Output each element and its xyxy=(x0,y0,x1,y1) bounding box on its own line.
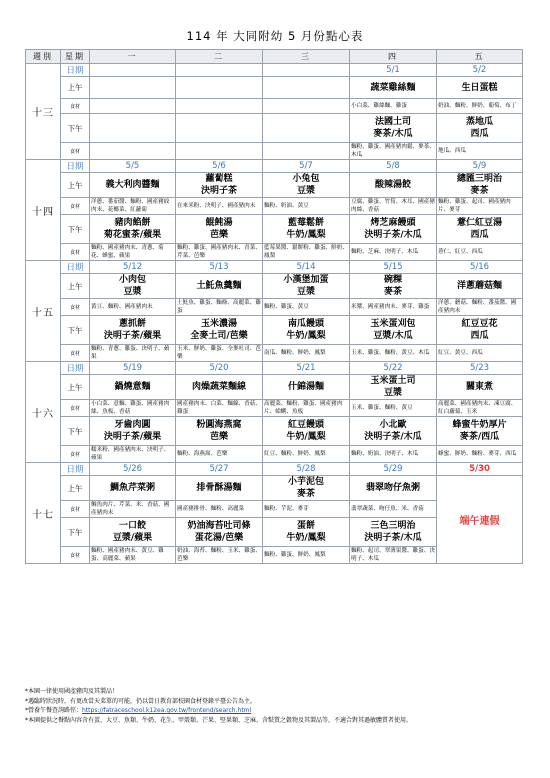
row-label: 食材 xyxy=(61,400,90,417)
date-row xyxy=(26,160,523,173)
afternoon-snack xyxy=(90,114,176,143)
date-cell xyxy=(90,64,176,77)
row-label: 上午 xyxy=(61,274,90,299)
afternoon-snack: 紅豆饅頭 牛奶/鳳梨 xyxy=(263,417,350,446)
morning-snack: 翡翠吻仔魚粥 xyxy=(350,476,437,501)
ingredients xyxy=(90,99,176,114)
date-cell: 5/5 xyxy=(90,160,176,173)
date-cell: 5/7 xyxy=(263,160,350,173)
afternoon-snack: 豬肉餡餅 菊花蜜茶/蘋果 xyxy=(90,215,176,244)
date-cell: 5/6 xyxy=(176,160,263,173)
afternoon-snack: 玉米濃湯 全麥土司/芭樂 xyxy=(176,316,263,345)
row-label: 下午 xyxy=(61,417,90,446)
header-day: 二 xyxy=(176,50,263,64)
header-weekday: 星期 xyxy=(61,50,90,64)
morning-snack: 碗粿 麥茶 xyxy=(350,274,437,299)
afternoon-ingredients-row xyxy=(26,143,523,160)
row-label: 上午 xyxy=(61,375,90,400)
afternoon-snack: 蛋餅 牛奶/鳳梨 xyxy=(263,518,350,547)
row-label: 上午 xyxy=(61,173,90,198)
ingredients: 國產豬肉末、白菜、麵線、香菇、雞蛋 xyxy=(177,401,261,415)
morning-snack: 義大利肉醬麵 xyxy=(90,173,176,198)
ingredients: 洋蔥、番茄醬、麵粉、國產豬絞肉末、花椰菜、紅蘿蔔 xyxy=(90,198,176,215)
ingredients: 糯米粉、國產豬肉末、決明子、蘋果 xyxy=(90,446,176,463)
afternoon-ingredients-row xyxy=(26,345,523,362)
afternoon-snack: 一口餃 豆漿/蘋果 xyxy=(90,518,176,547)
afternoon-snack: 玉米蛋刈包 豆漿/木瓜 xyxy=(350,316,437,345)
afternoon-snack: 奶油海苔吐司條 蛋花湯/芭樂 xyxy=(176,518,263,547)
morning-snack: 小漢堡加蛋 豆漿 xyxy=(263,274,350,299)
ingredients: 麵粉、雞蛋、國產豬肉鬆、麥茶、木瓜 xyxy=(351,144,435,158)
row-label: 食材 xyxy=(61,299,90,316)
row-label: 食材 xyxy=(61,143,90,160)
ingredients: 薏仁、紅豆、西瓜 xyxy=(437,244,523,261)
row-label: 下午 xyxy=(61,215,90,244)
afternoon-snack: 藍莓鬆餅 牛奶/鳳梨 xyxy=(263,215,350,244)
afternoon-snack-row xyxy=(26,215,523,244)
ingredients: 地瓜、西瓜 xyxy=(437,143,523,160)
ingredients: 麵粉、奶油、決明子、木瓜 xyxy=(350,446,437,463)
ingredients: 豆腐、雞蛋、竹筍、木耳、國產豬肉絲、香菇 xyxy=(351,199,435,213)
notes xyxy=(25,687,530,725)
morning-snack xyxy=(90,77,176,99)
week-number: 十三 xyxy=(26,64,61,160)
morning-snack-row xyxy=(26,274,523,299)
ingredients: 玉米、鮮奶、雞蛋、全麥吐司、芭樂 xyxy=(177,346,261,360)
date-row xyxy=(26,463,523,476)
date-cell: 5/22 xyxy=(350,362,437,375)
date-cell: 5/9 xyxy=(437,160,523,173)
row-label: 下午 xyxy=(61,316,90,345)
date-cell: 5/8 xyxy=(350,160,437,173)
afternoon-snack: 三色三明治 決明子茶/木瓜 xyxy=(350,518,437,547)
header-day: 四 xyxy=(350,50,437,64)
ingredients: 米漿、國產豬肉末、麥芽、雞蛋 xyxy=(350,299,437,316)
header-day: 三 xyxy=(263,50,350,64)
row-label: 日期 xyxy=(61,362,90,375)
week-number: 十五 xyxy=(26,261,61,362)
ingredients xyxy=(176,143,263,160)
row-label: 上午 xyxy=(61,476,90,501)
note-pork: *本園一律使用國產豬肉及其製品！ xyxy=(25,688,119,695)
row-label: 食材 xyxy=(61,198,90,215)
afternoon-snack: 蒸地瓜 西瓜 xyxy=(437,114,523,143)
morning-snack: 小肉包 豆漿 xyxy=(90,274,176,299)
row-label: 日期 xyxy=(61,463,90,476)
morning-snack-row xyxy=(26,476,523,501)
ingredients: 紅豆、麵粉、鮮奶、鳳梨 xyxy=(263,446,350,463)
afternoon-snack: 小北歐 決明子茶/木瓜 xyxy=(350,417,437,446)
header-day: 一 xyxy=(90,50,176,64)
header-day: 五 xyxy=(437,50,523,64)
date-cell: 5/15 xyxy=(350,261,437,274)
row-label: 上午 xyxy=(61,77,90,99)
date-cell: 5/23 xyxy=(437,362,523,375)
morning-snack: 排骨酥湯麵 xyxy=(176,476,263,501)
afternoon-snack: 牙齒肉圓 決明子茶/蘋果 xyxy=(90,417,176,446)
morning-ingredients-row xyxy=(26,198,523,215)
date-cell: 5/12 xyxy=(90,261,176,274)
morning-snack: 什錦湯麵 xyxy=(263,375,350,400)
ingredients: 藍莓果醬、鬆餅粉、雞蛋、鮮奶、鳳梨 xyxy=(264,245,348,259)
morning-snack: 酸辣湯餃 xyxy=(350,173,437,198)
row-label: 下午 xyxy=(61,114,90,143)
morning-snack: 玉米蛋土司 豆漿 xyxy=(350,375,437,400)
date-cell: 5/1 xyxy=(350,64,437,77)
afternoon-snack: 烤芝麻饅頭 決明子茶/木瓜 xyxy=(350,215,437,244)
afternoon-snack: 粉圓海燕窩 芭樂 xyxy=(176,417,263,446)
note-lookup-label: *營養午餐查詢路徑： xyxy=(25,707,83,714)
header-week: 週別 xyxy=(26,50,61,64)
holiday-notice: 端午連假 xyxy=(437,476,523,564)
afternoon-snack xyxy=(263,114,350,143)
date-cell xyxy=(176,64,263,77)
ingredients: 奶油、海苔、麵粉、玉米、雞蛋、芭樂 xyxy=(177,548,261,562)
note-allergen: *本園提供之餐點內容含有蛋、大豆、魚類、牛奶、花生、甲殼類、芒果、堅果類、芝麻、含麩質之穀物及其製品等，不適合對其過敏體質者使用。 xyxy=(25,716,413,724)
date-cell: 5/20 xyxy=(176,362,263,375)
morning-snack-row xyxy=(26,375,523,400)
morning-snack: 小芋泥包 麥茶 xyxy=(263,476,350,501)
row-label: 食材 xyxy=(61,345,90,362)
ingredients: 麵粉、芋泥、麥芽 xyxy=(263,501,350,518)
afternoon-snack: 薏仁紅豆湯 西瓜 xyxy=(437,215,523,244)
ingredients: 高麗菜、國產豬肉末、凍豆腐、紅白蘿蔔、玉米 xyxy=(437,400,523,417)
date-cell: 5/2 xyxy=(437,64,523,77)
morning-snack: 生日蛋糕 xyxy=(437,77,523,99)
date-row xyxy=(26,362,523,375)
row-label: 食材 xyxy=(61,501,90,518)
afternoon-ingredients-row xyxy=(26,446,523,463)
morning-snack: 總匯三明治 麥茶 xyxy=(437,173,523,198)
morning-snack: 蔬菜雞絲麵 xyxy=(350,77,437,99)
row-label: 食材 xyxy=(61,547,90,564)
ingredients: 小白菜、雞絲麵、雞蛋 xyxy=(350,99,437,114)
morning-ingredients-row xyxy=(26,299,523,316)
ingredients: 玉米、雞蛋、麵粉、黃豆、木瓜 xyxy=(350,345,437,362)
row-label: 食材 xyxy=(61,99,90,114)
ingredients: 麵粉、起司、翠薄果醬、雞蛋、決明子、木瓜 xyxy=(351,548,435,562)
morning-snack-row xyxy=(26,77,523,99)
morning-snack: 蘿蔔糕 決明子茶 xyxy=(176,173,263,198)
row-label: 日期 xyxy=(61,64,90,77)
ingredients: 鯛魚肉片、芹菜、米、香菇、國產豬肉末 xyxy=(90,501,176,518)
ingredients: 麵粉、雞蛋、國產豬肉末、青菜、芹菜、芭樂 xyxy=(177,245,261,259)
ingredients: 小白菜、意麵、雞蛋、國產豬肉絲、魚板、香菇 xyxy=(90,400,176,417)
afternoon-snack-row xyxy=(26,417,523,446)
note-lookup xyxy=(25,706,530,716)
afternoon-snack: 蔥抓餅 決明子茶/蘋果 xyxy=(90,316,176,345)
morning-snack: 小兔包 豆漿 xyxy=(263,173,350,198)
date-cell: 5/14 xyxy=(263,261,350,274)
afternoon-snack-row xyxy=(26,114,523,143)
morning-snack: 鍋燒意麵 xyxy=(90,375,176,400)
date-cell: 5/30 xyxy=(437,463,523,476)
ingredients: 在來米粉、決明子、國產豬肉末 xyxy=(176,198,263,215)
morning-snack: 土魠魚羹麵 xyxy=(176,274,263,299)
date-cell xyxy=(263,64,350,77)
ingredients: 麵粉、雞蛋、黃豆 xyxy=(263,299,350,316)
morning-snack xyxy=(263,77,350,99)
morning-snack: 肉燥蔬菜麵線 xyxy=(176,375,263,400)
date-row xyxy=(26,261,523,274)
afternoon-ingredients-row xyxy=(26,244,523,261)
ingredients: 蜂蜜、鮮奶、麵粉、麥芽、西瓜 xyxy=(437,446,523,463)
week-number: 十四 xyxy=(26,160,61,261)
ingredients xyxy=(176,99,263,114)
ingredients: 國產豬排骨、麵粉、高麗菜 xyxy=(176,501,263,518)
morning-snack: 關東煮 xyxy=(437,375,523,400)
afternoon-snack-row xyxy=(26,316,523,345)
afternoon-snack xyxy=(176,114,263,143)
ingredients: 翡翠蔬菜、吻仔魚、米、香菇 xyxy=(350,501,437,518)
page-title: 114 年 大同附幼 5 月份點心表 xyxy=(186,29,364,43)
lookup-link[interactable]: https://fatraceschool.k12ea.gov.tw/frontend/search.html xyxy=(82,707,252,714)
date-cell: 5/28 xyxy=(263,463,350,476)
afternoon-snack: 餛飩湯 芭樂 xyxy=(176,215,263,244)
ingredients: 麵粉、海燕窩、芭樂 xyxy=(176,446,263,463)
ingredients: 洋蔥、蘑菇、麵粉、番茄醬、國產豬肉末 xyxy=(437,299,523,316)
ingredients: 紅豆、黃豆、西瓜 xyxy=(437,345,523,362)
morning-snack xyxy=(176,77,263,99)
date-row xyxy=(26,64,523,77)
morning-ingredients-row xyxy=(26,99,523,114)
date-cell: 5/19 xyxy=(90,362,176,375)
row-label: 食材 xyxy=(61,446,90,463)
date-cell: 5/27 xyxy=(176,463,263,476)
ingredients xyxy=(263,143,350,160)
ingredients: 南瓜、麵粉、鮮奶、鳳梨 xyxy=(263,345,350,362)
morning-snack: 鯛魚芹菜粥 xyxy=(90,476,176,501)
row-label: 日期 xyxy=(61,160,90,173)
ingredients: 黃豆、麵粉、國產豬肉末 xyxy=(90,299,176,316)
ingredients: 麵粉、國產豬肉末、黃豆、雞蛋、高麗菜、蘋果 xyxy=(90,547,176,564)
ingredients: 麵粉、芝麻、決明子、木瓜 xyxy=(350,244,437,261)
row-label: 食材 xyxy=(61,244,90,261)
date-cell: 5/26 xyxy=(90,463,176,476)
row-label: 日期 xyxy=(61,261,90,274)
date-cell: 5/13 xyxy=(176,261,263,274)
ingredients: 麵粉、奶油、黃豆 xyxy=(263,198,350,215)
header-row xyxy=(26,50,523,64)
afternoon-snack: 南瓜饅頭 牛奶/鳳梨 xyxy=(263,316,350,345)
ingredients: 高麗菜、麵粉、雞蛋、國產豬肉片、蛤蜊、魚板 xyxy=(263,400,350,417)
morning-ingredients-row xyxy=(26,400,523,417)
ingredients xyxy=(90,143,176,160)
ingredients: 麵粉、雞蛋、鮮奶、鳳梨 xyxy=(263,547,350,564)
snack-menu-table xyxy=(25,49,523,564)
afternoon-snack: 蜂蜜牛奶厚片 麥茶/西瓜 xyxy=(437,417,523,446)
morning-snack: 洋蔥蘑菇麵 xyxy=(437,274,523,299)
date-cell: 5/29 xyxy=(350,463,437,476)
afternoon-snack: 紅豆豆花 西瓜 xyxy=(437,316,523,345)
ingredients xyxy=(263,99,350,114)
week-number: 十七 xyxy=(26,463,61,564)
row-label: 下午 xyxy=(61,518,90,547)
week-number: 十六 xyxy=(26,362,61,463)
ingredients: 土魠魚、雞蛋、麵條、高麗菜、雞蛋 xyxy=(177,300,261,314)
ingredients: 麵粉、雞蛋、起司、國產豬肉片、麥芽 xyxy=(437,198,523,215)
morning-snack-row xyxy=(26,173,523,198)
ingredients: 奶油、麵粉、鮮奶、葡萄、布丁 xyxy=(437,99,523,114)
afternoon-snack: 法國土司 麥茶/木瓜 xyxy=(350,114,437,143)
ingredients: 麵粉、國產豬肉末、青蔥、菊花、蜂蜜、蘋果 xyxy=(90,244,176,261)
date-cell: 5/21 xyxy=(263,362,350,375)
ingredients: 玉米、雞蛋、麵粉、黃豆 xyxy=(350,400,437,417)
date-cell: 5/16 xyxy=(437,261,523,274)
note-change: *遇臨時狀況時，有更改當天菜單的可能，仍以當日教育部校園食材登錄平臺公告為主。 xyxy=(25,697,257,705)
ingredients: 麵粉、青蔥、雞蛋、決明子、蘋果 xyxy=(90,345,176,362)
menu-body xyxy=(26,64,523,564)
